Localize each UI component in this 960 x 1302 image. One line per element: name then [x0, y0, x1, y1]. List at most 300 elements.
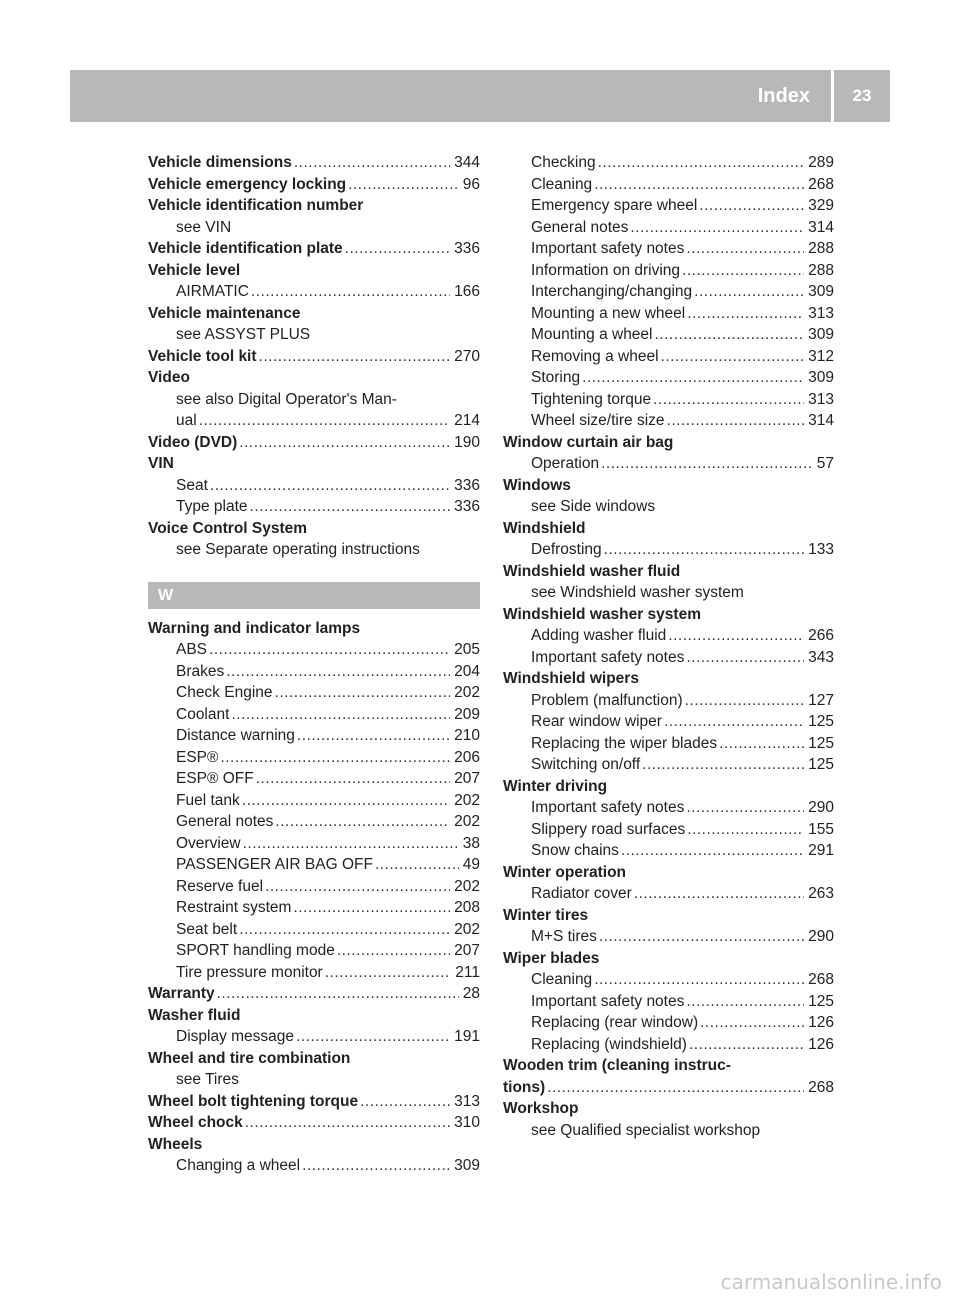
page-reference[interactable]: 125	[808, 734, 834, 752]
index-subentry[interactable]	[503, 174, 834, 196]
page-reference[interactable]: 309	[808, 326, 834, 343]
page-reference[interactable]: 312	[808, 347, 834, 365]
index-entry[interactable]	[148, 346, 480, 368]
entry-text: Snow chains	[531, 842, 619, 859]
dot-leader	[239, 432, 450, 454]
dot-leader	[594, 174, 804, 196]
page-reference[interactable]: 207	[454, 942, 480, 959]
dot-leader	[661, 346, 805, 368]
entry-text: ual	[176, 412, 197, 429]
page-reference[interactable]: 126	[808, 1014, 834, 1031]
dot-leader	[245, 1112, 450, 1134]
page-reference[interactable]: 268	[808, 175, 834, 193]
index-subentry[interactable]	[148, 725, 480, 747]
page-number: 23	[852, 86, 872, 105]
entry-text: Vehicle identification number	[148, 197, 364, 214]
dot-leader	[582, 367, 804, 389]
page-reference[interactable]: 202	[454, 791, 480, 809]
index-subentry[interactable]	[503, 152, 834, 174]
dot-leader	[687, 303, 804, 325]
page-reference[interactable]: 309	[808, 369, 834, 386]
dot-leader	[337, 940, 450, 962]
entry-text: Windshield washer fluid	[503, 562, 681, 580]
index-entry[interactable]	[503, 1077, 834, 1099]
index-subentry[interactable]	[148, 811, 480, 833]
entry-text: Reserve fuel	[176, 877, 264, 895]
index-entry	[148, 260, 480, 282]
entry-text: Important safety notes	[531, 799, 685, 816]
dot-leader	[642, 754, 804, 776]
entry-text: Winter operation	[503, 863, 627, 881]
dot-leader	[686, 238, 804, 260]
dot-leader	[667, 410, 805, 432]
entry-text: Checking	[531, 154, 596, 171]
page-header	[70, 70, 890, 122]
dot-leader	[604, 539, 804, 561]
entry-text: ABS	[176, 641, 208, 658]
dot-leader	[217, 983, 459, 1005]
index-subentry[interactable]	[503, 647, 834, 669]
dot-leader	[689, 1034, 804, 1056]
page-reference[interactable]: 127	[808, 691, 834, 709]
entry-text: Operation	[531, 455, 600, 472]
entry-text: Type plate	[176, 498, 248, 515]
entry-text: Tightening torque	[531, 390, 652, 408]
entry-text: Windshield	[503, 519, 586, 537]
dot-leader	[231, 704, 450, 726]
dot-leader	[242, 790, 450, 812]
entry-text: ESP®	[176, 748, 219, 766]
entry-text: Warranty	[148, 985, 215, 1002]
entry-text: Display message	[176, 1028, 295, 1045]
entry-text: Video	[148, 369, 190, 386]
index-subentry[interactable]	[503, 453, 834, 475]
entry-text: Wheel chock	[148, 1114, 243, 1131]
index-entry	[148, 618, 480, 640]
dot-leader	[243, 833, 459, 855]
index-subentry[interactable]	[503, 238, 834, 260]
index-subentry[interactable]	[503, 303, 834, 325]
page-reference[interactable]: 206	[454, 748, 480, 766]
page-reference[interactable]: 263	[808, 885, 834, 902]
index-subentry	[148, 324, 480, 346]
entry-text: Wiper blades	[503, 949, 600, 967]
index-subentry[interactable]	[503, 926, 834, 948]
dot-leader	[594, 969, 804, 991]
index-subentry[interactable]	[503, 733, 834, 755]
entry-text: Distance warning	[176, 727, 295, 744]
dot-leader	[621, 840, 804, 862]
index-entry	[503, 432, 834, 454]
dot-leader	[294, 152, 450, 174]
page-reference[interactable]: 166	[454, 283, 480, 300]
index-subentry	[148, 217, 480, 239]
dot-leader	[682, 260, 804, 282]
index-entry	[148, 453, 480, 475]
entry-text: see Side windows	[531, 498, 656, 515]
entry-text: Restraint system	[176, 899, 292, 916]
entry-text: Windows	[503, 476, 571, 494]
entry-text: Vehicle level	[148, 261, 241, 279]
dot-leader	[259, 346, 451, 368]
index-subentry[interactable]	[503, 883, 834, 905]
dot-leader	[239, 919, 450, 941]
page-reference[interactable]: 202	[454, 684, 480, 701]
page-reference[interactable]: 202	[454, 920, 480, 938]
dot-leader	[685, 690, 805, 712]
dot-leader	[598, 152, 805, 174]
page-reference[interactable]: 208	[454, 899, 480, 916]
dot-leader	[250, 496, 451, 518]
page-reference[interactable]: 310	[454, 1114, 480, 1131]
index-subentry[interactable]	[503, 711, 834, 733]
entry-text: Changing a wheel	[176, 1157, 301, 1174]
entry-text: Workshop	[503, 1100, 579, 1117]
entry-text: see VIN	[176, 218, 232, 236]
index-entry	[148, 195, 480, 217]
entry-text: Washer fluid	[148, 1006, 241, 1024]
entry-text: Cleaning	[531, 971, 593, 988]
page-reference[interactable]: 210	[454, 727, 480, 744]
entry-text: see Tires	[176, 1071, 239, 1088]
entry-text: Warning and indicator lamps	[148, 619, 361, 637]
page-reference[interactable]: 336	[454, 498, 480, 515]
dot-leader	[360, 1091, 450, 1113]
index-entry	[148, 518, 480, 540]
entry-text: Window curtain air bag	[503, 433, 674, 451]
entry-text: Rear window wiper	[531, 713, 662, 730]
page-reference[interactable]: 207	[454, 770, 480, 787]
page-reference[interactable]: 270	[454, 347, 480, 365]
index-entry	[503, 1055, 834, 1077]
entry-text: Overview	[176, 834, 241, 852]
index-subentry	[148, 539, 480, 561]
index-subentry[interactable]	[503, 1034, 834, 1056]
dot-leader	[686, 991, 804, 1013]
entry-text: VIN	[148, 455, 174, 472]
entry-text: Replacing (windshield)	[531, 1035, 687, 1053]
page-reference[interactable]: 125	[808, 992, 834, 1010]
index-entry	[148, 1048, 480, 1070]
dot-leader	[601, 453, 813, 475]
dot-leader	[209, 639, 450, 661]
entry-text: Winter driving	[503, 777, 608, 795]
entry-text: AIRMATIC	[176, 283, 249, 300]
entry-text: Slippery road surfaces	[531, 820, 686, 838]
entry-text: see Qualified specialist workshop	[531, 1121, 761, 1139]
index-subentry[interactable]	[503, 625, 834, 647]
index-subentry[interactable]	[503, 819, 834, 841]
dot-leader	[694, 281, 804, 303]
page-reference[interactable]: 28	[462, 985, 480, 1002]
page-reference[interactable]: 155	[808, 820, 834, 838]
page-reference[interactable]: 49	[462, 856, 480, 873]
page-reference[interactable]: 214	[454, 412, 480, 429]
entry-text: Cleaning	[531, 175, 593, 193]
entry-text: Wheel bolt tightening torque	[148, 1092, 359, 1110]
index-subentry[interactable]	[503, 367, 834, 389]
index-entry	[503, 776, 834, 798]
index-subentry[interactable]	[148, 747, 480, 769]
page-reference[interactable]: 125	[808, 756, 834, 773]
index-subentry	[503, 496, 834, 518]
dot-leader	[699, 195, 804, 217]
entry-text: Removing a wheel	[531, 347, 659, 365]
dot-leader	[220, 747, 450, 769]
entry-text: Seat belt	[176, 920, 238, 938]
index-subentry[interactable]	[148, 790, 480, 812]
index-subentry[interactable]	[503, 840, 834, 862]
index-subentry[interactable]	[148, 876, 480, 898]
index-subentry	[148, 1069, 480, 1091]
index-subentry[interactable]	[148, 496, 480, 518]
page-reference[interactable]: 266	[808, 627, 834, 644]
page-reference[interactable]: 288	[808, 261, 834, 279]
index-subentry[interactable]	[148, 661, 480, 683]
index-subentry[interactable]	[503, 217, 834, 239]
page-reference[interactable]: 126	[808, 1035, 834, 1053]
dot-leader	[275, 682, 451, 704]
dot-leader	[700, 1012, 804, 1034]
entry-text: Seat	[176, 476, 208, 494]
page-reference[interactable]: 344	[454, 154, 480, 171]
entry-text: Replacing the wiper blades	[531, 734, 718, 752]
index-entry	[503, 604, 834, 626]
index-subentry[interactable]	[148, 919, 480, 941]
index-subentry[interactable]	[148, 854, 480, 876]
dot-leader	[302, 1155, 450, 1177]
page-reference[interactable]: 291	[808, 842, 834, 859]
index-subentry[interactable]	[503, 690, 834, 712]
entry-text: Wheel and tire combination	[148, 1049, 351, 1067]
entry-text: Vehicle emergency locking	[148, 175, 347, 193]
dot-leader	[325, 962, 452, 984]
entry-text: PASSENGER AIR BAG OFF	[176, 856, 373, 873]
index-subentry[interactable]	[148, 1155, 480, 1177]
page-reference[interactable]: 329	[808, 197, 834, 214]
page-reference[interactable]: 336	[454, 240, 480, 257]
entry-text: Important safety notes	[531, 992, 685, 1010]
index-subentry[interactable]	[503, 754, 834, 776]
index-subentry[interactable]	[148, 410, 480, 432]
index-subentry[interactable]	[148, 897, 480, 919]
entry-text: General notes	[176, 813, 274, 830]
index-entry[interactable]	[148, 1091, 480, 1113]
page-reference[interactable]: 191	[454, 1028, 480, 1045]
index-entry	[148, 1134, 480, 1156]
index-subentry[interactable]	[503, 346, 834, 368]
index-entry[interactable]	[148, 432, 480, 454]
entry-text: Important safety notes	[531, 648, 685, 666]
header-title: Index	[757, 85, 810, 107]
page-reference[interactable]: 57	[816, 455, 834, 472]
page-reference[interactable]: 314	[808, 412, 834, 429]
index-entry[interactable]	[148, 174, 480, 196]
dot-leader	[599, 926, 804, 948]
entry-text: Coolant	[176, 705, 230, 723]
index-entry[interactable]	[148, 152, 480, 174]
entry-text: Information on driving	[531, 261, 681, 279]
dot-leader	[275, 811, 450, 833]
entry-text: SPORT handling mode	[176, 942, 335, 959]
index-subentry[interactable]	[503, 195, 834, 217]
entry-text: tions)	[503, 1078, 546, 1096]
index-entry	[503, 475, 834, 497]
page-reference[interactable]: 205	[454, 641, 480, 658]
index-subentry[interactable]	[148, 281, 480, 303]
index-subentry	[503, 582, 834, 604]
entry-text: Problem (malfunction)	[531, 691, 683, 709]
page-reference[interactable]: 313	[808, 390, 834, 408]
page-reference[interactable]: 313	[454, 1092, 480, 1110]
entry-text: Switching on/off	[531, 756, 641, 773]
index-subentry[interactable]	[148, 682, 480, 704]
index-subentry	[503, 1120, 834, 1142]
page-reference[interactable]: 313	[808, 304, 834, 322]
page-reference[interactable]: 268	[808, 1078, 834, 1096]
index-subentry[interactable]	[148, 940, 480, 962]
dot-leader	[375, 854, 459, 876]
page-reference[interactable]: 290	[808, 928, 834, 945]
index-subentry[interactable]	[503, 410, 834, 432]
section-header: W	[148, 582, 480, 609]
entry-text: Check Engine	[176, 684, 273, 701]
entry-text: M+S tires	[531, 928, 597, 945]
page-reference[interactable]: 290	[808, 799, 834, 816]
watermark: carmanualsonline.info	[720, 1270, 942, 1294]
index-subentry[interactable]	[148, 1026, 480, 1048]
index-subentry[interactable]	[148, 475, 480, 497]
index-entry[interactable]	[148, 1112, 480, 1134]
dot-leader	[686, 797, 804, 819]
index-entry	[503, 862, 834, 884]
page-reference[interactable]: 268	[808, 971, 834, 988]
entry-text: Emergency spare wheel	[531, 197, 698, 214]
dot-leader	[719, 733, 804, 755]
index-subentry[interactable]	[503, 797, 834, 819]
dot-leader	[296, 1026, 450, 1048]
index-subentry[interactable]	[503, 1012, 834, 1034]
dot-leader	[345, 238, 450, 260]
entry-text: Radiator cover	[531, 885, 632, 902]
dot-leader	[687, 819, 804, 841]
dot-leader	[256, 768, 450, 790]
index-entry	[503, 1098, 834, 1120]
index-subentry[interactable]	[503, 539, 834, 561]
page-reference[interactable]: 133	[808, 541, 834, 558]
dot-leader	[686, 647, 804, 669]
page-reference[interactable]: 190	[454, 433, 480, 451]
entry-text: Video (DVD)	[148, 433, 238, 451]
index-entry	[148, 367, 480, 389]
dot-leader	[199, 410, 450, 432]
page-reference[interactable]: 209	[454, 705, 480, 723]
entry-text: Adding washer fluid	[531, 627, 667, 644]
index-entry	[503, 905, 834, 927]
entry-text: Interchanging/changing	[531, 283, 693, 300]
entry-text: Fuel tank	[176, 791, 240, 809]
dot-leader	[265, 876, 450, 898]
index-entry	[148, 1005, 480, 1027]
dot-leader	[226, 661, 450, 683]
page-reference[interactable]: 343	[808, 648, 834, 666]
entry-text: Winter tires	[503, 906, 589, 924]
entry-text: Storing	[531, 369, 581, 386]
index-subentry[interactable]	[148, 962, 480, 984]
page-reference[interactable]: 336	[454, 476, 480, 494]
page-reference[interactable]: 309	[454, 1157, 480, 1174]
page-reference[interactable]: 288	[808, 240, 834, 257]
entry-text: Windshield wipers	[503, 670, 639, 687]
index-subentry[interactable]	[503, 324, 834, 346]
index-subentry[interactable]	[503, 281, 834, 303]
page-reference[interactable]: 204	[454, 662, 480, 680]
page-reference[interactable]: 314	[808, 218, 834, 236]
entry-text: Tire pressure monitor	[176, 963, 323, 981]
index-entry	[148, 303, 480, 325]
index-column-right	[503, 152, 834, 1141]
index-entry	[503, 668, 834, 690]
dot-leader	[293, 897, 450, 919]
entry-text: Vehicle maintenance	[148, 304, 301, 322]
entry-text: General notes	[531, 218, 629, 236]
dot-leader	[297, 725, 450, 747]
page-reference[interactable]: 289	[808, 154, 834, 171]
entry-text: Voice Control System	[148, 519, 308, 537]
index-subentry[interactable]	[148, 639, 480, 661]
index-subentry[interactable]	[503, 260, 834, 282]
entry-text: Important safety notes	[531, 240, 685, 257]
index-entry	[503, 948, 834, 970]
index-entry	[503, 561, 834, 583]
index-entry	[503, 518, 834, 540]
entry-text: Windshield washer system	[503, 605, 701, 623]
entry-text: Brakes	[176, 662, 225, 680]
entry-text: see Windshield washer system	[531, 584, 744, 601]
dot-leader	[634, 883, 804, 905]
index-subentry[interactable]	[148, 833, 480, 855]
entry-text: Vehicle tool kit	[148, 347, 257, 365]
index-entry[interactable]	[148, 983, 480, 1005]
entry-text: see Separate operating instructions	[176, 541, 420, 558]
index-subentry[interactable]	[148, 768, 480, 790]
dot-leader	[653, 389, 804, 411]
dot-leader	[655, 324, 805, 346]
dot-leader	[664, 711, 804, 733]
index-subentry[interactable]	[503, 389, 834, 411]
dot-leader	[668, 625, 804, 647]
index-entry[interactable]	[148, 238, 480, 260]
page-reference[interactable]: 125	[808, 713, 834, 730]
page-reference[interactable]: 202	[454, 813, 480, 830]
dot-leader	[547, 1077, 804, 1099]
index-subentry[interactable]	[148, 704, 480, 726]
index-subentry[interactable]	[503, 969, 834, 991]
entry-text: Mounting a wheel	[531, 326, 653, 343]
entry-text: Replacing (rear window)	[531, 1014, 699, 1031]
index-subentry[interactable]	[503, 991, 834, 1013]
entry-text: ESP® OFF	[176, 770, 254, 787]
page-reference[interactable]: 202	[454, 877, 480, 895]
entry-text: Vehicle dimensions	[148, 154, 292, 171]
dot-leader	[251, 281, 450, 303]
page-reference[interactable]: 309	[808, 283, 834, 300]
page-reference[interactable]: 96	[462, 175, 480, 193]
page-reference[interactable]: 38	[462, 834, 480, 852]
page-reference[interactable]: 211	[455, 963, 480, 981]
index-subentry	[148, 389, 480, 411]
entry-text: see also Digital Operator's Man-	[176, 390, 397, 408]
